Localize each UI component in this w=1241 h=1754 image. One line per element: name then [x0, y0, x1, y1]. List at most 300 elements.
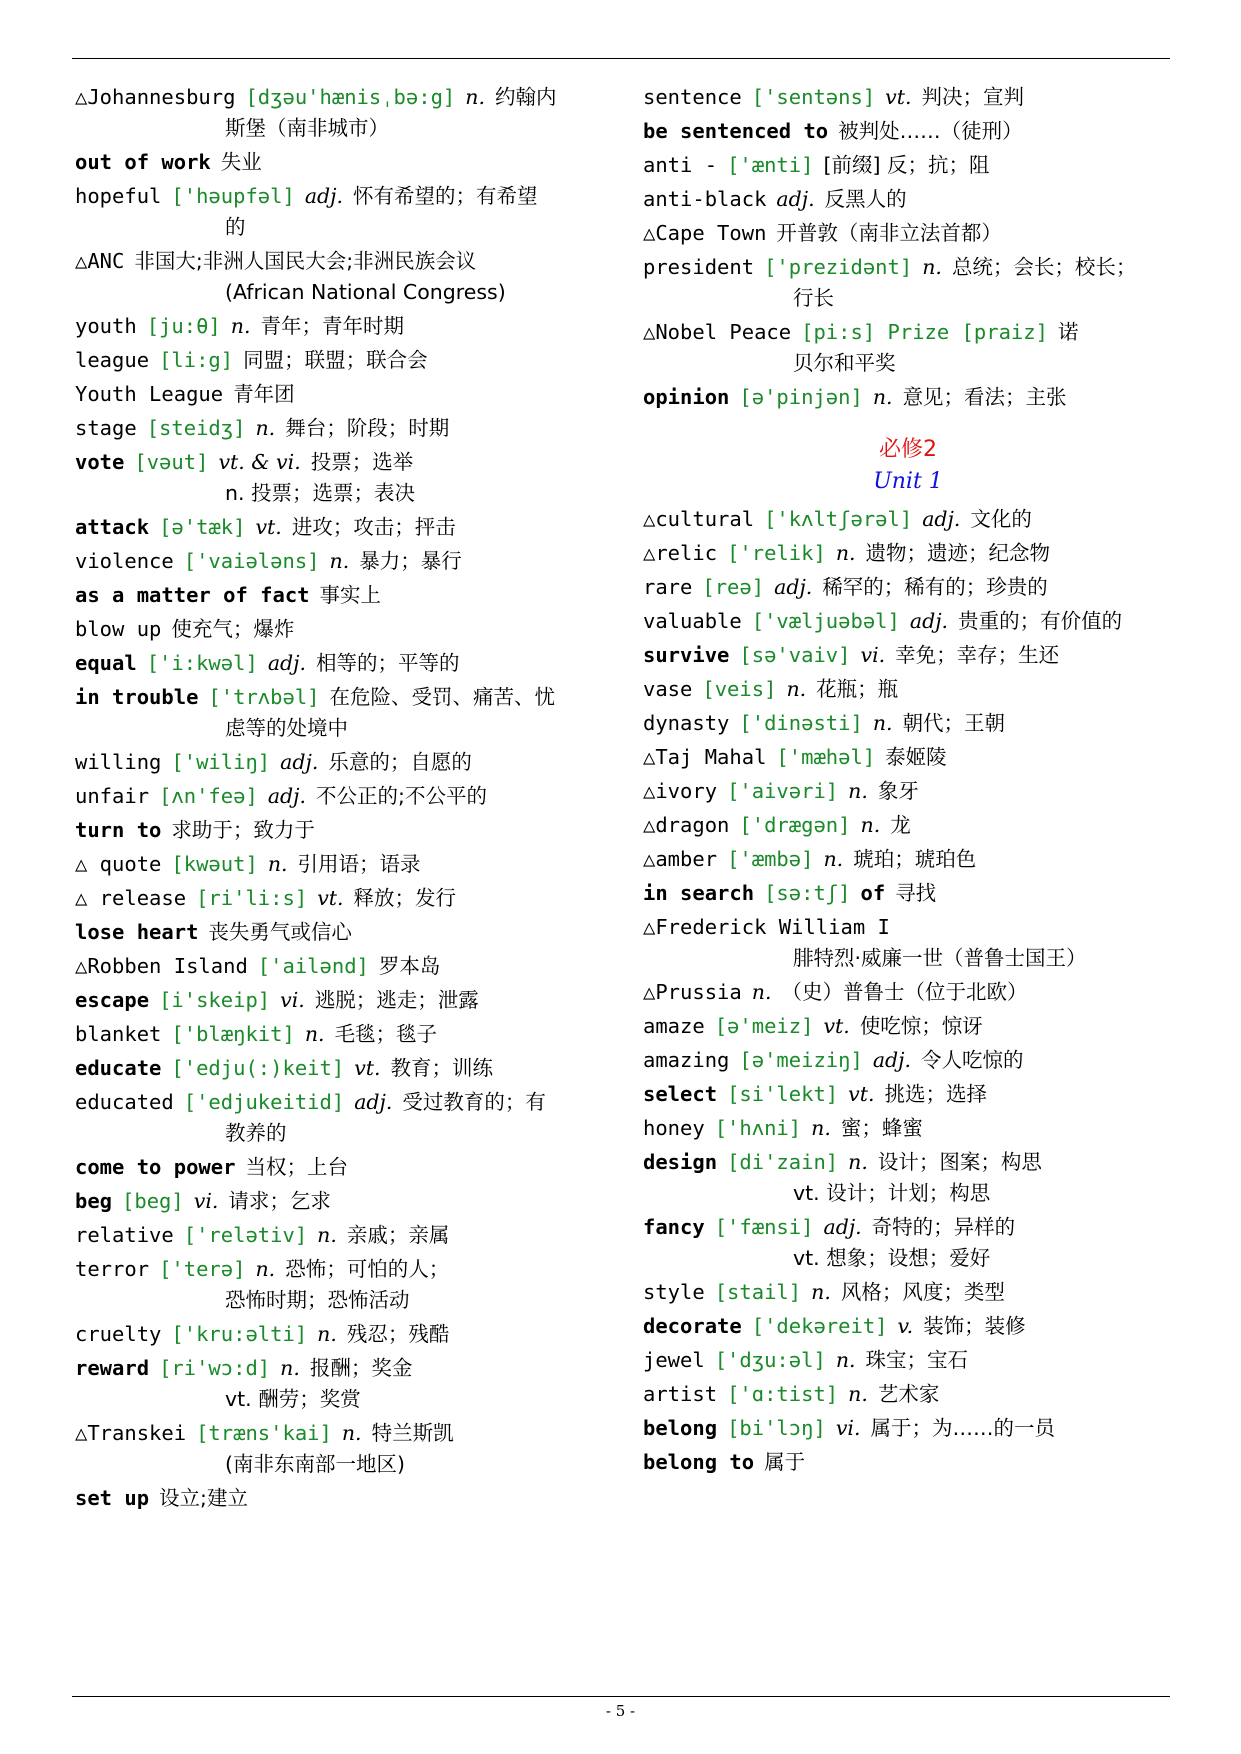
part-of-speech: n.	[255, 416, 276, 440]
part-of-speech: adj.	[922, 507, 961, 531]
vocab-entry	[643, 1311, 1173, 1345]
headword: △dragon	[643, 813, 730, 837]
entry-line	[643, 708, 1173, 739]
phonetic: ['ænti]	[727, 153, 814, 177]
phonetic: ['trʌbəl]	[208, 685, 320, 709]
definition-continued: 腓特烈·威廉一世（普鲁士国王）	[793, 946, 1087, 970]
phonetic: [di'zain]	[727, 1150, 839, 1174]
part-of-speech: n.	[811, 1280, 831, 1304]
vocab-entry	[643, 82, 1173, 116]
vocab-entry	[643, 912, 1173, 977]
headword: beg	[75, 1189, 113, 1213]
vocab-entry	[643, 1079, 1173, 1113]
headword: relative	[75, 1223, 174, 1247]
entry-line	[75, 246, 615, 277]
entry-line	[75, 546, 615, 577]
part-of-speech: v.	[897, 1314, 914, 1338]
phonetic: ['wiliŋ]	[171, 750, 271, 774]
part-of-speech: n.	[835, 1348, 856, 1372]
entry-line	[643, 742, 1173, 773]
definition: 琥珀；琥珀色	[853, 847, 977, 871]
definition: 事实上	[319, 583, 381, 607]
part-of-speech: n.	[786, 677, 807, 701]
part-of-speech: adj.	[909, 609, 949, 633]
vocab-entry	[75, 82, 615, 147]
definition: 令人吃惊的	[921, 1048, 1024, 1072]
entry-line	[643, 184, 1173, 215]
headword: willing	[75, 750, 162, 774]
vocab-entry	[75, 246, 615, 311]
definition: 恐怖；可怕的人；	[285, 1257, 450, 1281]
headword: anti -	[643, 153, 718, 177]
phonetic: [ri'wɔ:d]	[159, 1356, 271, 1380]
headword: blow up	[75, 617, 162, 641]
definition-continued: vt. 酬劳；奖赏	[225, 1387, 361, 1411]
entry-line	[75, 1152, 615, 1183]
definition: 丧失勇气或信心	[208, 920, 352, 944]
headword: educated	[75, 1090, 174, 1114]
phonetic: ['relik]	[727, 541, 826, 565]
vocab-entry	[75, 951, 615, 985]
phonetic: [kwəut]	[171, 852, 258, 876]
entry-line	[75, 951, 615, 982]
definition-continued: 的	[225, 215, 246, 239]
phonetic: ['fænsi]	[714, 1215, 814, 1239]
definition-continued: 斯堡（南非城市）	[225, 116, 389, 140]
phonetic: [ʌn'feə]	[159, 784, 258, 808]
headword: in search	[643, 881, 755, 905]
phonetic: [dʒəu'hænisˌbə:g]	[245, 85, 456, 109]
vocab-entry	[75, 648, 615, 682]
definition: 艺术家	[877, 1382, 940, 1406]
entry-line	[643, 572, 1173, 603]
phonetic: [si'lekt]	[727, 1082, 839, 1106]
phonetic: ['blæŋkit]	[171, 1022, 295, 1046]
entry-line	[643, 1147, 1173, 1178]
left-column	[75, 82, 615, 1517]
headword: △ quote	[75, 852, 162, 876]
entry-line	[75, 147, 615, 178]
definition: 属于	[764, 1450, 806, 1474]
headword: youth	[75, 314, 137, 338]
headword: △Taj Mahal	[643, 745, 767, 769]
headword: in trouble	[75, 685, 199, 709]
definition: 释放；发行	[353, 886, 457, 910]
definition: 教育；训练	[390, 1056, 494, 1080]
headword: equal	[75, 651, 137, 675]
definition: 被判处……（徒刑）	[838, 119, 1023, 143]
phonetic: ['edju(:)keit]	[171, 1056, 345, 1080]
definition: 贵重的；有价值的	[958, 609, 1123, 633]
definition: 风格；风度；类型	[840, 1280, 1005, 1304]
entry-line	[75, 614, 615, 645]
vocab-entry	[643, 640, 1173, 674]
entry-line	[643, 150, 1173, 181]
headword: stage	[75, 416, 137, 440]
vocab-entry	[75, 849, 615, 883]
headword: decorate	[643, 1314, 742, 1338]
entry-line	[643, 382, 1173, 413]
phonetic: ['sentəns]	[751, 85, 876, 109]
vocab-entry	[643, 382, 1173, 416]
entry-line	[75, 883, 615, 914]
definition: 受过教育的；有	[402, 1090, 546, 1114]
phonetic: [steidʒ]	[146, 416, 246, 440]
part-of-speech: n.	[848, 1382, 868, 1406]
part-of-speech: n.	[922, 255, 942, 279]
vocab-entry	[75, 512, 615, 546]
entry-line	[643, 1079, 1173, 1110]
definition: 开普敦（南非立法首都）	[776, 221, 1002, 245]
headword: honey	[643, 1116, 705, 1140]
vocab-entry	[75, 1053, 615, 1087]
entry-line	[643, 977, 1173, 1008]
vocab-entry	[75, 883, 615, 917]
vocab-entry	[643, 878, 1173, 912]
definition: 投票；选举	[310, 450, 414, 474]
entry-line	[643, 504, 1173, 535]
definition: 毛毯；毯子	[334, 1022, 438, 1046]
part-of-speech: adj.	[354, 1090, 393, 1114]
definition: 求助于；致力于	[171, 818, 315, 842]
definition: 稀罕的；稀有的；珍贵的	[822, 575, 1048, 599]
headword: artist	[643, 1382, 718, 1406]
phonetic: [beg]	[122, 1189, 184, 1213]
vocab-entry	[643, 674, 1173, 708]
entry-line	[75, 1220, 615, 1251]
headword: hopeful	[75, 184, 162, 208]
phonetic: [reə]	[702, 575, 765, 599]
vocab-entry	[75, 147, 615, 181]
vocab-entry	[75, 917, 615, 951]
headword: president	[643, 255, 755, 279]
entry-line	[643, 810, 1173, 841]
definition: 象牙	[877, 779, 919, 803]
part-of-speech: n.	[823, 847, 844, 871]
definition: 失业	[220, 150, 262, 174]
headword: △ release	[75, 886, 187, 910]
definition: 舞台；阶段；时期	[285, 416, 450, 440]
phonetic: ['i:kwəl]	[146, 651, 258, 675]
part-of-speech: n.	[848, 779, 868, 803]
headword: attack	[75, 515, 150, 539]
part-of-speech: adj.	[823, 1215, 862, 1239]
headword: △Johannesburg	[75, 85, 236, 109]
phonetic: ['ailənd]	[257, 954, 369, 978]
entry-line	[75, 82, 615, 113]
vocab-entry	[75, 546, 615, 580]
headword: △Nobel Peace	[643, 320, 792, 344]
headword: Youth League	[75, 382, 224, 406]
part-of-speech: adj.	[774, 575, 813, 599]
definition: 残忍；残酷	[346, 1322, 450, 1346]
definition: 挑选；选择	[884, 1082, 987, 1106]
vocab-entry	[75, 1319, 615, 1353]
definition: 使充气；爆炸	[171, 617, 295, 641]
headword: jewel	[643, 1348, 705, 1372]
headword: anti-black	[643, 187, 767, 211]
vocab-entry	[643, 1447, 1173, 1481]
vocab-entry	[643, 708, 1173, 742]
phonetic: ['kru:əlti]	[171, 1322, 308, 1346]
entry-line	[75, 181, 615, 212]
headword: educate	[75, 1056, 162, 1080]
definition: 怀有希望的；有希望	[353, 184, 538, 208]
vocab-entry	[75, 614, 615, 648]
definition: 请求；乞求	[228, 1189, 331, 1213]
vocab-entry	[643, 1113, 1173, 1147]
vocab-entry	[643, 742, 1173, 776]
right-bottom-list	[643, 504, 1173, 1481]
headword: △Prussia	[643, 980, 742, 1004]
entry-line	[643, 674, 1173, 705]
vocab-entry	[643, 606, 1173, 640]
vocab-entry	[643, 1379, 1173, 1413]
part-of-speech: n.	[835, 541, 856, 565]
headword-tail: of	[860, 881, 886, 905]
headword: △Robben Island	[75, 954, 248, 978]
vocab-entry	[75, 1220, 615, 1254]
vocab-entry	[75, 1353, 615, 1418]
vocab-entry	[75, 1254, 615, 1319]
vocab-entry	[643, 1277, 1173, 1311]
entry-line	[643, 776, 1173, 807]
headword: valuable	[643, 609, 742, 633]
entry-line	[75, 1186, 615, 1217]
entry-line	[75, 447, 615, 478]
headword: dynasty	[643, 711, 730, 735]
right-column	[643, 82, 1173, 1481]
headword: vote	[75, 450, 125, 474]
entry-line	[75, 917, 615, 948]
entry-line	[75, 512, 615, 543]
vocab-entry	[75, 682, 615, 747]
phonetic: ['relətiv]	[183, 1223, 308, 1247]
definition: 设立;建立	[159, 1486, 248, 1510]
phonetic: [træns'kai]	[196, 1421, 332, 1445]
part-of-speech: n.	[848, 1150, 868, 1174]
vocab-entry	[75, 1019, 615, 1053]
part-of-speech: n.	[267, 852, 288, 876]
vocab-entry	[643, 504, 1173, 538]
vocab-entry	[643, 844, 1173, 878]
vocab-entry	[643, 150, 1173, 184]
definition: 青年团	[233, 382, 295, 406]
page-number: - 5 -	[605, 1702, 636, 1720]
phonetic: [ə'pinjən]	[739, 385, 863, 409]
headword: △Cape Town	[643, 221, 767, 245]
definition: 朝代；王朝	[902, 711, 1006, 735]
phonetic: ['terə]	[159, 1257, 246, 1281]
vocab-entry	[643, 1045, 1173, 1079]
entry-line	[643, 1011, 1173, 1042]
definition: 判决；宣判	[921, 85, 1025, 109]
entry-line	[643, 116, 1173, 147]
part-of-speech: vt.	[848, 1082, 875, 1106]
definition: 龙	[890, 813, 911, 837]
definition-continued: vt. 想象；设想；爱好	[793, 1246, 991, 1270]
phonetic: [ə'meiz]	[714, 1014, 814, 1038]
entry-line	[643, 82, 1173, 113]
part-of-speech: vi.	[193, 1189, 219, 1213]
vocab-entry	[643, 252, 1173, 317]
definition-continued: 行长	[793, 286, 834, 310]
definition-continued: (南非东南部一地区)	[225, 1452, 405, 1476]
entry-line	[643, 640, 1173, 671]
vocab-entry	[75, 985, 615, 1019]
vocab-entry	[75, 1483, 615, 1517]
vocab-entry	[643, 977, 1173, 1011]
part-of-speech: n.	[317, 1322, 337, 1346]
definition: 诺	[1057, 320, 1079, 344]
part-of-speech: n.	[230, 314, 251, 338]
headword: reward	[75, 1356, 150, 1380]
definition: 蜜；蜂蜜	[840, 1116, 923, 1140]
vocab-entry	[75, 413, 615, 447]
vocab-entry	[75, 447, 615, 512]
vocab-entry	[643, 1345, 1173, 1379]
definition: 约翰内	[495, 85, 557, 109]
part-of-speech: n.	[860, 813, 881, 837]
vocab-entry	[75, 815, 615, 849]
entry-line	[75, 1019, 615, 1050]
phonetic: ['dʒu:əl]	[714, 1348, 826, 1372]
headword: set up	[75, 1486, 150, 1510]
definition: 泰姬陵	[885, 745, 947, 769]
part-of-speech: n.	[872, 711, 893, 735]
vocab-entry	[643, 116, 1173, 150]
definition: 乐意的；自愿的	[328, 750, 472, 774]
headword: sentence	[643, 85, 742, 109]
entry-line	[643, 1447, 1173, 1478]
entry-line	[643, 1212, 1173, 1243]
part-of-speech: n.	[304, 1022, 325, 1046]
entry-line	[643, 1277, 1173, 1308]
part-of-speech: n.	[751, 980, 772, 1004]
part-of-speech: adj.	[267, 784, 307, 808]
phonetic: ['drægən]	[739, 813, 851, 837]
definition: 逃脱；逃走；泄露	[314, 988, 479, 1012]
vocab-entry	[75, 379, 615, 413]
entry-line	[75, 1418, 615, 1449]
vocab-entry	[643, 1413, 1173, 1447]
headword: terror	[75, 1257, 150, 1281]
phonetic: [bi'lɔŋ]	[727, 1416, 826, 1440]
headword: rare	[643, 575, 693, 599]
definition: 暴力；暴行	[359, 549, 462, 573]
definition: 寻找	[895, 881, 937, 905]
right-top-list	[643, 82, 1173, 416]
section-unit: Unit 1	[873, 469, 943, 494]
headword: league	[75, 348, 150, 372]
headword: opinion	[643, 385, 730, 409]
definition: 青年；青年时期	[260, 314, 405, 338]
part-of-speech: n.	[811, 1116, 831, 1140]
phonetic: ['aivəri]	[727, 779, 839, 803]
part-of-speech: vi.	[835, 1416, 861, 1440]
headword: belong	[643, 1416, 718, 1440]
phonetic: [veis]	[702, 677, 777, 701]
phonetic: ['prezidənt]	[764, 255, 913, 279]
entry-line	[75, 1483, 615, 1514]
phonetic: ['hʌni]	[714, 1116, 802, 1140]
definition: 使吃惊；惊讶	[859, 1014, 983, 1038]
headword: lose heart	[75, 920, 199, 944]
phonetic: ['ɑ:tist]	[727, 1382, 839, 1406]
entry-line	[75, 1053, 615, 1084]
definition: 花瓶；瓶	[816, 677, 899, 701]
part-of-speech: adj.	[776, 187, 815, 211]
entry-line	[75, 985, 615, 1016]
headword: select	[643, 1082, 718, 1106]
vocab-entry	[643, 572, 1173, 606]
footer-rule	[72, 1696, 1170, 1697]
phonetic: [vəut]	[134, 450, 209, 474]
headword: style	[643, 1280, 705, 1304]
vocab-entry	[75, 181, 615, 246]
entry-line	[643, 1379, 1173, 1410]
vocab-entry	[643, 538, 1173, 572]
phonetic: ['mæhəl]	[776, 745, 876, 769]
vocab-entry	[643, 776, 1173, 810]
definition: 珠宝；宝石	[865, 1348, 969, 1372]
headword: △ANC	[75, 249, 125, 273]
entry-line	[75, 345, 615, 376]
definition: 属于；为……的一员	[870, 1416, 1055, 1440]
definition-continued: (African National Congress)	[225, 280, 506, 304]
vocab-entry	[75, 1418, 615, 1483]
entry-line	[75, 1254, 615, 1285]
entry-line	[75, 781, 615, 812]
headword: amazing	[643, 1048, 730, 1072]
definition-continued: vt. 设计；计划；构思	[793, 1181, 991, 1205]
definition: 在危险、受罚、痛苦、忧	[329, 685, 556, 709]
phonetic: ['væljuəbəl]	[751, 609, 900, 633]
vocab-entry	[75, 1152, 615, 1186]
headword: △Frederick William I	[643, 915, 890, 939]
part-of-speech: vi.	[860, 643, 886, 667]
definition: 进攻；攻击；抨击	[291, 515, 456, 539]
definition: 不公正的;不公平的	[316, 784, 487, 808]
definition: 引用语；语录	[297, 852, 421, 876]
phonetic: [li:g]	[159, 348, 234, 372]
definition: 特兰斯凯	[371, 1421, 454, 1445]
part-of-speech: vt.	[255, 515, 282, 539]
phonetic: [ri'li:s]	[196, 886, 308, 910]
phonetic: ['æmbə]	[727, 847, 814, 871]
entry-line	[75, 1353, 615, 1384]
definition: 意见；看法；主张	[902, 385, 1067, 409]
definition: [前缀] 反；抗；阻	[823, 153, 990, 177]
entry-line	[643, 1413, 1173, 1444]
vocab-entry	[643, 1011, 1173, 1045]
vocab-entry	[75, 311, 615, 345]
entry-line	[643, 1311, 1173, 1342]
part-of-speech: n.	[329, 549, 350, 573]
vocab-entry	[75, 747, 615, 781]
headword: turn to	[75, 818, 162, 842]
phonetic: [ə'tæk]	[159, 515, 246, 539]
part-of-speech: vt.	[823, 1014, 850, 1038]
definition: 相等的；平等的	[316, 651, 460, 675]
part-of-speech: n.	[317, 1223, 337, 1247]
headword: be sentenced to	[643, 119, 829, 143]
definition: 奇特的；异样的	[871, 1215, 1016, 1239]
vocab-entry	[75, 345, 615, 379]
entry-line	[75, 413, 615, 444]
definition-continued: 虑等的处境中	[225, 716, 348, 740]
entry-line	[643, 252, 1173, 283]
